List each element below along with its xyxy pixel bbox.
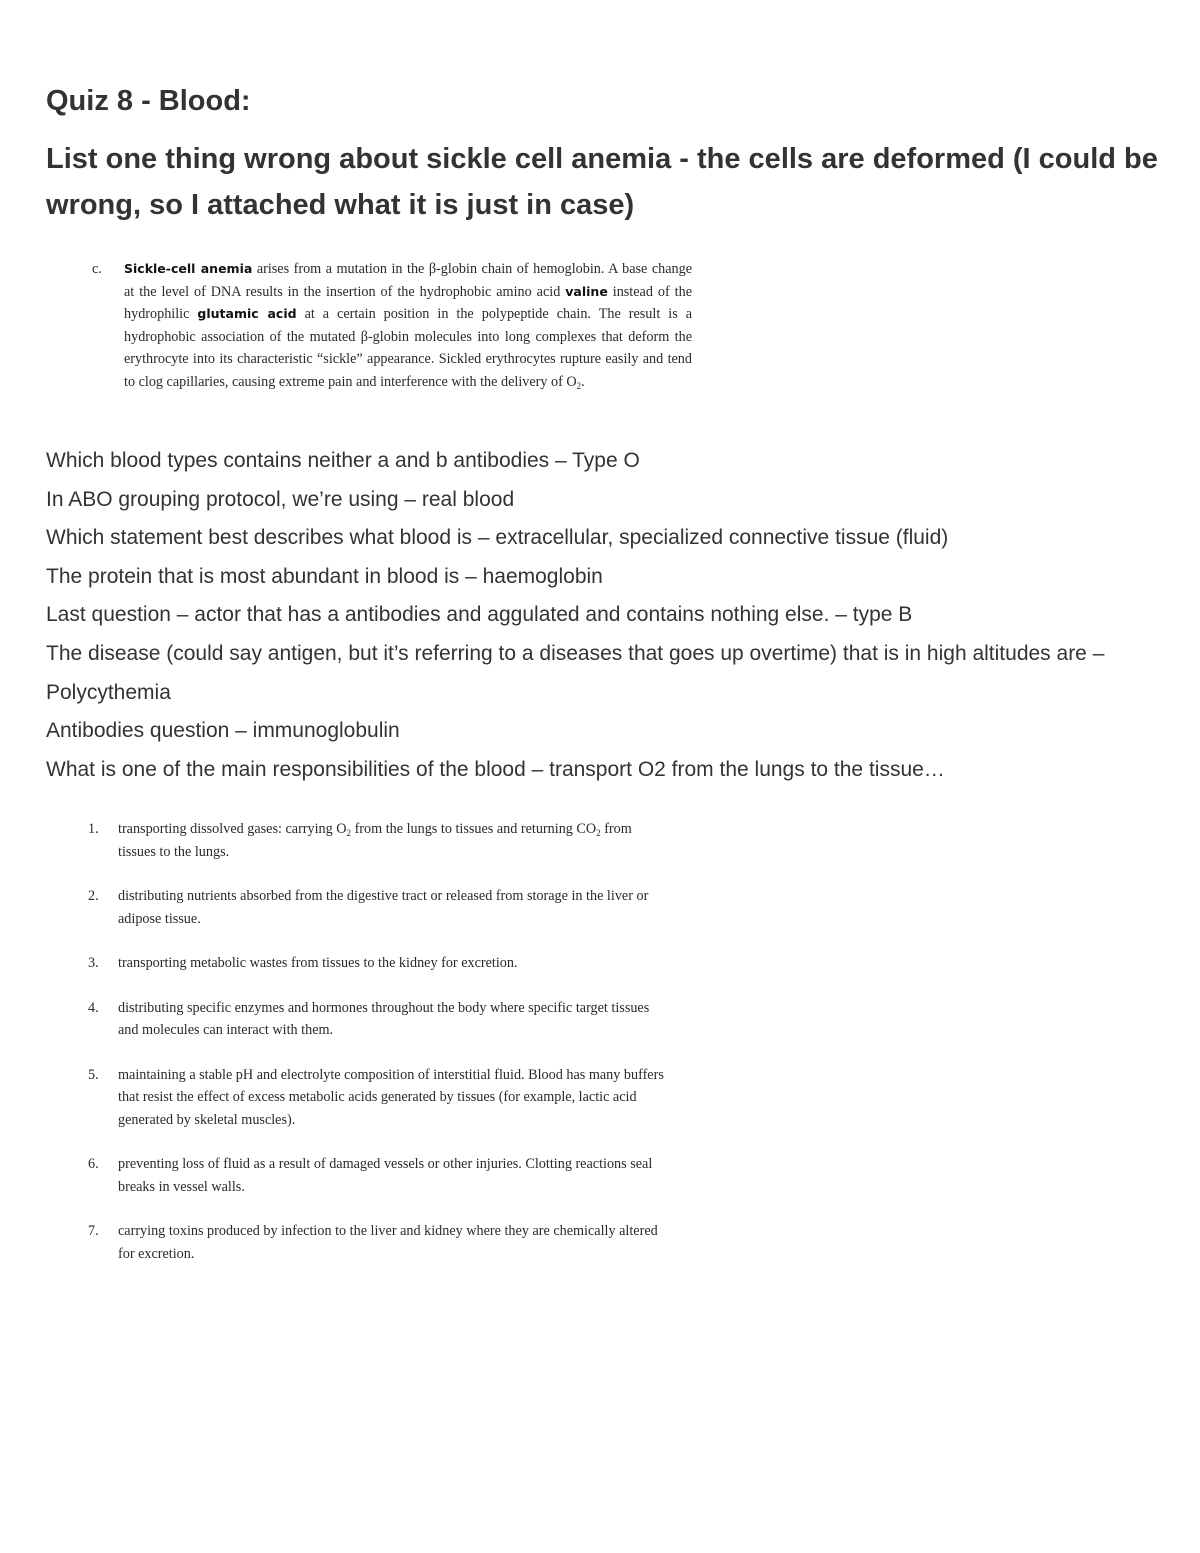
list-item	[88, 818, 668, 863]
list-number: 5.	[88, 1066, 99, 1083]
qa-line: The disease (could say antigen, but it’s referring to a diseases that goes up overtime) that is in high altitudes are – Polycythemia	[46, 641, 1105, 704]
list-number: 4.	[88, 999, 99, 1016]
list-number: 7.	[88, 1223, 99, 1239]
list-item	[88, 1064, 668, 1132]
list-item	[88, 997, 668, 1042]
term-valine: valine	[565, 283, 608, 299]
list-text: transporting metabolic wastes from tissues to the kidney for excretion.	[118, 955, 518, 971]
term-sickle-cell-anemia: Sickle-cell anemia	[124, 261, 253, 276]
list-text: transporting dissolved gases: carrying O	[118, 821, 347, 837]
qa-line: Antibodies question – immunoglobulin	[46, 719, 400, 743]
list-item	[88, 885, 668, 930]
list-text: carrying toxins produced by infection to the liver and kidney where they are chemically altered for excretion.	[118, 1223, 658, 1262]
excerpt-text-3: at a certain position in the polypeptide chain. The result is a hydrophobic association of the mutated β-globin molecules into long complexes that deform the erythrocyte into its characteristic “sickle” appearance. Sickled erythrocytes rupture easily and tend to clog capillaries, causing extreme pain and interference with the delivery of O	[124, 306, 693, 390]
qa-line: What is one of the main responsibilities of the blood – transport O2 from the lungs to the tissue…	[46, 757, 945, 781]
excerpt-end: .	[581, 373, 585, 390]
term-glutamic-acid: glutamic acid	[197, 306, 297, 321]
o2-subscript: 2	[576, 380, 582, 391]
excerpt-marker: c.	[92, 261, 102, 277]
list-number: 1.	[88, 821, 99, 837]
list-item	[88, 952, 668, 975]
qa-line: The protein that is most abundant in blood is – haemoglobin	[46, 564, 603, 588]
qa-list	[46, 442, 1166, 789]
list-text: from tissues to the lungs.	[118, 821, 632, 860]
list-number: 6.	[88, 1156, 99, 1172]
excerpt-body	[124, 258, 692, 393]
list-item	[88, 1153, 668, 1198]
subscript: 2	[346, 828, 352, 838]
list-number: 2.	[88, 888, 99, 904]
list-text: preventing loss of fluid as a result of damaged vessels or other injuries. Clotting reactions seal breaks in vessel walls.	[118, 1156, 653, 1195]
list-text: distributing specific enzymes and hormones throughout the body where specific target tissues and molecules can interact with them.	[118, 999, 650, 1038]
sickle-cell-excerpt	[92, 258, 692, 393]
list-item	[88, 1220, 668, 1265]
list-text: from the lungs to tissues and returning CO	[351, 821, 597, 837]
subscript: 2	[596, 828, 601, 838]
list-text: maintaining a stable pH and electrolyte composition of interstitial fluid. Blood has many buffers that resist the effect of excess metabolic acids generated by tissues (for example, lactic acid generated by skeletal muscles).	[118, 1066, 664, 1128]
page-title: Quiz 8 - Blood:	[46, 85, 251, 117]
question-heading: List one thing wrong about sickle cell anemia - the cells are deformed (I could be wrong, so I attached what it is just in case)	[46, 143, 1158, 221]
qa-line: Last question – actor that has a antibodies and aggulated and contains nothing else. – type B	[46, 603, 913, 627]
qa-line: In ABO grouping protocol, we’re using – real blood	[46, 487, 515, 511]
list-number: 3.	[88, 955, 99, 971]
list-text: distributing nutrients absorbed from the digestive tract or released from storage in the liver or adipose tissue.	[118, 888, 649, 927]
excerpt-text-2: instead of the hydrophilic	[124, 283, 692, 322]
qa-line: Which statement best describes what blood is – extracellular, specialized connective tissue (fluid)	[46, 526, 949, 550]
blood-functions-list	[88, 818, 688, 1287]
qa-line: Which blood types contains neither a and b antibodies – Type O	[46, 449, 640, 472]
excerpt-text-1: arises from a mutation in the β-globin chain of hemoglobin. A base change at the level of DNA results in the insertion of the hydrophobic amino acid	[124, 261, 693, 300]
